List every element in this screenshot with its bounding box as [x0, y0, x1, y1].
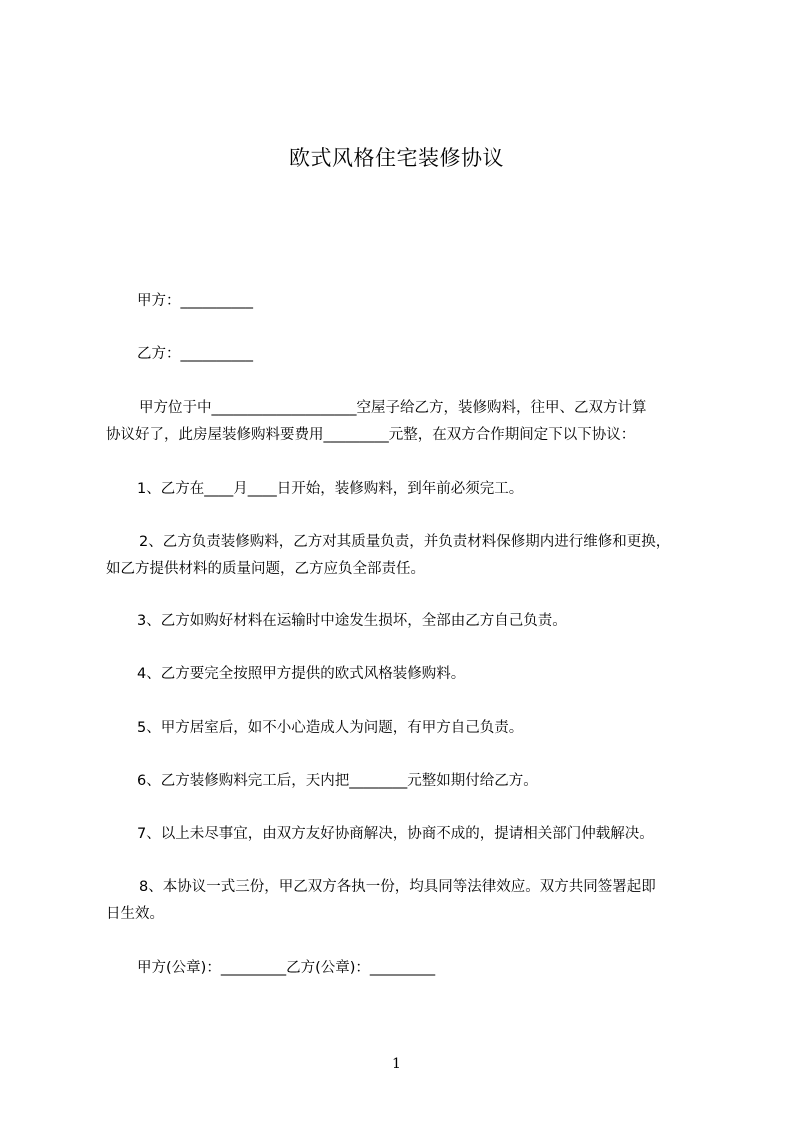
page-number: 1	[392, 1056, 401, 1072]
party-a-line: 甲方：__________	[137, 293, 253, 309]
clause-6: 6、乙方装修购料完工后，天内把________元整如期付给乙方。	[137, 773, 538, 789]
clause-5: 5、甲方居室后，如不小心造成人为问题，有甲方自己负责。	[137, 720, 524, 736]
intro-line-1: 甲方位于中____________________空屋子给乙方，装修购料，往甲、乙双方计算	[139, 400, 647, 416]
clause-2-line-2: 如乙方提供材料的质量问题，乙方应负全部责任。	[106, 561, 425, 577]
party-b-line: 乙方：__________	[137, 346, 253, 362]
clause-7: 7、以上未尽事宜，由双方友好协商解决，协商不成的，提请相关部门仲载解决。	[137, 826, 654, 842]
clause-2-line-1: 2、乙方负责装修购料，乙方对其质量负责，并负责材料保修期内进行维修和更换，	[139, 534, 671, 550]
intro-line-2: 协议好了，此房屋装修购料要费用_________元整，在双方合作期间定下以下协议：	[106, 427, 636, 443]
document-title: 欧式风格住宅装修协议	[289, 146, 504, 170]
clause-8-line-1: 8、本协议一式三份，甲乙双方各执一份，均具同等法律效应。双方共同签署起即	[139, 879, 656, 895]
clause-1: 1、乙方在____月____日开始，装修购料，到年前必须完工。	[137, 481, 524, 497]
clause-4: 4、乙方要完全按照甲方提供的欧式风格装修购料。	[137, 666, 466, 682]
clause-8-line-2: 日生效。	[106, 906, 164, 922]
signature-line: 甲方(公章)：_________乙方(公章)：_________	[137, 960, 436, 976]
clause-3: 3、乙方如购好材料在运输时中途发生损坏，全部由乙方自己负责。	[137, 613, 567, 629]
